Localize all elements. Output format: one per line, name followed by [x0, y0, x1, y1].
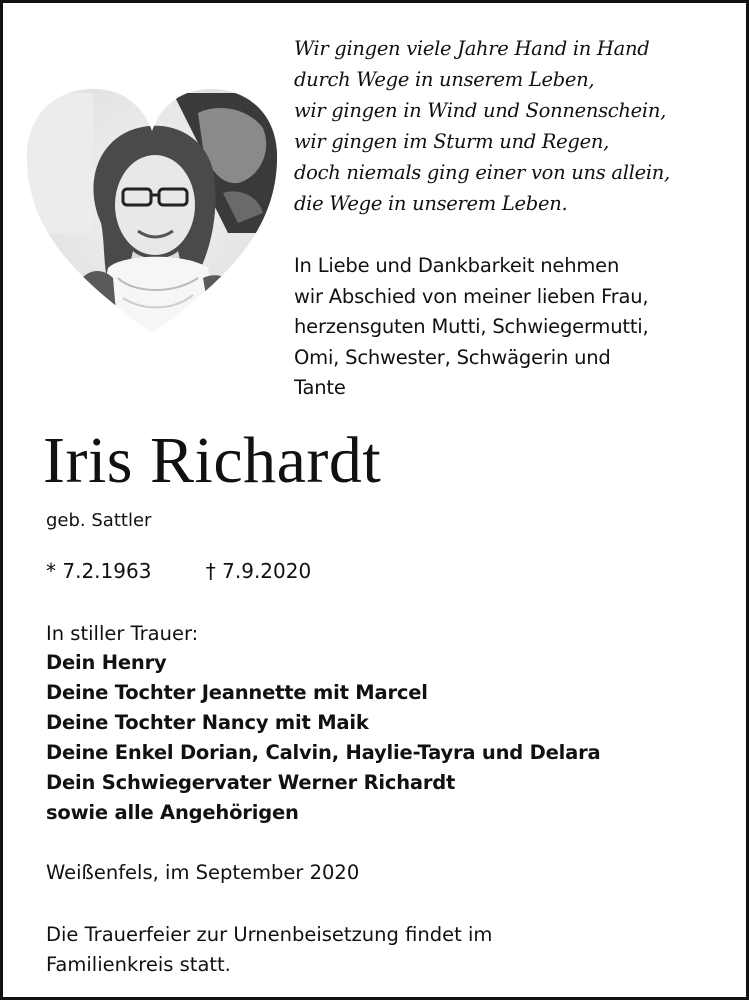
- farewell-line: In Liebe und Dankbarkeit nehmen: [294, 254, 620, 277]
- poem-line: doch niemals ging einer von uns allein,: [294, 161, 670, 184]
- birth-date: * 7.2.1963: [46, 559, 152, 583]
- notice-line: Familienkreis statt.: [46, 953, 231, 976]
- mourner-entry: Dein Schwiegervater Werner Richardt: [46, 771, 456, 794]
- life-dates: [46, 556, 311, 586]
- poem-line: durch Wege in unserem Leben,: [294, 68, 595, 91]
- farewell-line: Omi, Schwester, Schwägerin und: [294, 345, 611, 369]
- deceased-name: Iris Richardt: [43, 424, 382, 497]
- poem-line: Wir gingen viele Jahre Hand in Hand: [294, 37, 650, 60]
- place-and-date: Weißenfels, im September 2020: [46, 861, 360, 884]
- mourner-entry: Deine Tochter Jeannette mit Marcel: [46, 681, 428, 704]
- poem-line: die Wege in unserem Leben.: [294, 192, 568, 215]
- mourners-label: In stiller Trauer:: [46, 622, 199, 645]
- maiden-name: geb. Sattler: [46, 510, 152, 531]
- mourner-entry: Dein Henry: [46, 651, 167, 674]
- death-date: † 7.9.2020: [205, 559, 312, 583]
- mourner-entry: Deine Tochter Nancy mit Maik: [46, 711, 369, 734]
- funeral-notice: [46, 920, 726, 980]
- poem-line: wir gingen im Sturm und Regen,: [294, 130, 609, 153]
- farewell-line: herzensguten Mutti, Schwiegermutti,: [294, 315, 649, 338]
- mourner-entry: Deine Enkel Dorian, Calvin, Haylie-Tayra und Delara: [46, 741, 601, 764]
- mourner-entry: sowie alle Angehörigen: [46, 801, 299, 824]
- poem: [294, 33, 734, 219]
- farewell-line: Tante: [294, 376, 346, 399]
- poem-line: wir gingen in Wind und Sonnenschein,: [294, 99, 667, 122]
- farewell-text: [294, 251, 734, 404]
- heart-portrait-photo: [23, 83, 281, 335]
- farewell-line: wir Abschied von meiner lieben Frau,: [294, 284, 649, 308]
- notice-line: Die Trauerfeier zur Urnenbeisetzung findet im: [46, 923, 493, 946]
- mourners-list: [46, 648, 736, 828]
